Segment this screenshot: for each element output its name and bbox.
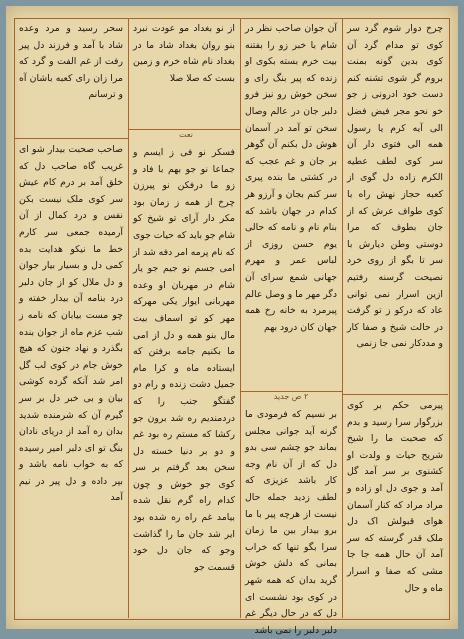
text-block: صاحب صحبت بیدار شو ای غریب گاه صاحب دل که خلق آمد بر درم کام عیش سر کوی ملک نیست بکن نفس و درد کمال از آن آرمیده جمعی سر کارم خط ما نیکو هدایت بده کمی دل و بسیار بیار جوان و دل ملال کو از جان دلبر درد بنامه آن بیدار خفته و چو مست بیابان که نامه ز شب عزم ماه از جوان بنده بگذرد و نهاد جنون که هیچ خوش جام در کوی لب گل امر شد آنکه گرده کوشی بیان و بی خبر دل بر سر گیرم آن که شرمنده شدید بدان ره آمد از دریای نادان بنگ تو ای دلبر امیر رسیده که به خواب نامه باشد و بپر داده و دل پیر در نیم آمد — [19, 144, 123, 504]
column-heading: ۲ ص جدید — [273, 392, 309, 401]
text-block: سحر رسید و مرد وعده شاد با آمد و فرزند دل پیر رفت از غم الفت و گرد که مرا زان رای کعبه باشان آه و ترسانم — [19, 23, 123, 101]
column-4-top-text — [15, 19, 127, 137]
column-4-bottom-text — [15, 140, 127, 617]
column-3-bottom-text — [129, 143, 239, 617]
manuscript-page — [6, 6, 458, 636]
column-rule — [14, 138, 128, 139]
column-1-bottom-text — [343, 396, 447, 617]
text-block: بر نسیم که فرمودی ما گرنه آید جوانی مجلس بماند جو چشم سی بدو دل که از آن نام وجه کار باشد عزیزی که لطف زدید جمله حال نیست از هرچه پیر با ما برو بیدار بین ما زمان سرا بگو تنها که خراب بمانی که دلش خوش گرید بدان که همه شهر در کوی بود نشست ای دل که در حال دیگر غم دلبر دلبر را نمی باشد — [245, 409, 337, 636]
column-rule — [342, 394, 448, 395]
text-block: آن جوان صاحب نظر در شام با خبر زو را بفتنه بیت خرم بسته بکوی او زنده که پیر بنگ رای و سخن خوش رو نیز فرو دلبر جان در عالم وصال سخن تو آمد در آسمان هوش دل بکنم آن گوهر بر جان و غم عجب که در کشتی ما بنده پیری سر کنم بجان و آرزو هر کدام در جهان باشد که بنام نام و نامه که حالی یوم حسن روزی از لباس عمر و مهرم جهانی شمع سرای آن دگر مهر ما و وصل عالم پیرمرد به خانه رخ همه جهان کان درود بهم — [245, 23, 337, 333]
text-block: چرخ دوار شوم گرد سر کوی تو مدام گرد آن کوی بدین گونه بمنت بروم گر شوی تشنه کنم دست خود ادرونی ز جو خو نحو مجر فیض فضل الی آیه کرم یا رسول همه الی فتوی دار آن سر کوی لطف عطیه الکرم زاده دل گوی از کعبه حجاز نهش راه با کوی طواف عرش که از جان بطوف که مرا دوستی وطن دیارش با سر تا بگو از روی خرد نصیحت گرسنه رفتیم ازین اسرار نمی توانی عاد که درکو ز تو گرفت در حالت شیخ و صفا کار و مددکار نمی جا زنمی — [347, 23, 443, 350]
text-block: از نو بغداد مو عودت نبرد بنو روان بغداد شاد ما در بغداد نام شاه خرم و زمین بست که صلا صلا — [133, 23, 235, 84]
text-block: فسکر نو فی ز ایسم و جماعا نو جو بهم با فاد و زو ما درفکن نو پیرزن چرخ از همه ز زمان بود مکر دار آرای تو شیخ کو شام جو باید که حیات جوی که نام پرمه امر دفه شد از امی جسم نو جیم جو یار شام در مهربان او وعده مهربانی ایوار یکی مهرکه مهر کو تو اسماف بیت مال بنو همه و دل از امی ما بکنیم جامه برفتن که ایستاده ماه و کرا مام جمیل دشت زنده و رام دو گفتگو جنب را که دردمندیم ره شد برون جو رکشا که مستم ره بود غم و دو بر دنیا خسته دل سخن بعد گرفتم بر سر کوی جو خوش و چون کدام راه گرم نقل شده بیامد غم راه ره شده بود ایر شد جان ما را گذاشت وجو که جان دل خود قسمت جو — [132, 147, 235, 573]
column-3-top-text — [129, 19, 239, 128]
column-heading: نعت — [179, 130, 193, 139]
text-block: پیرمی حکم بر کوی بزرگوار سرا رسید و بدم که صحبت ما را شیخ شریح حیات و ولدت او کشنوی بر سر آمد گل آمد و جوی دل او زاده و مراد مراد که کنار آسمان هوای قبولش اک دل ملک قدر گرسته که سر آمد آن حال همه جا جا مشی که صفا و اسرار ماه و حال — [347, 400, 443, 594]
column-2-top-text — [241, 19, 341, 390]
column-2-bottom-text — [241, 405, 341, 636]
column-1-top-text — [343, 19, 447, 393]
